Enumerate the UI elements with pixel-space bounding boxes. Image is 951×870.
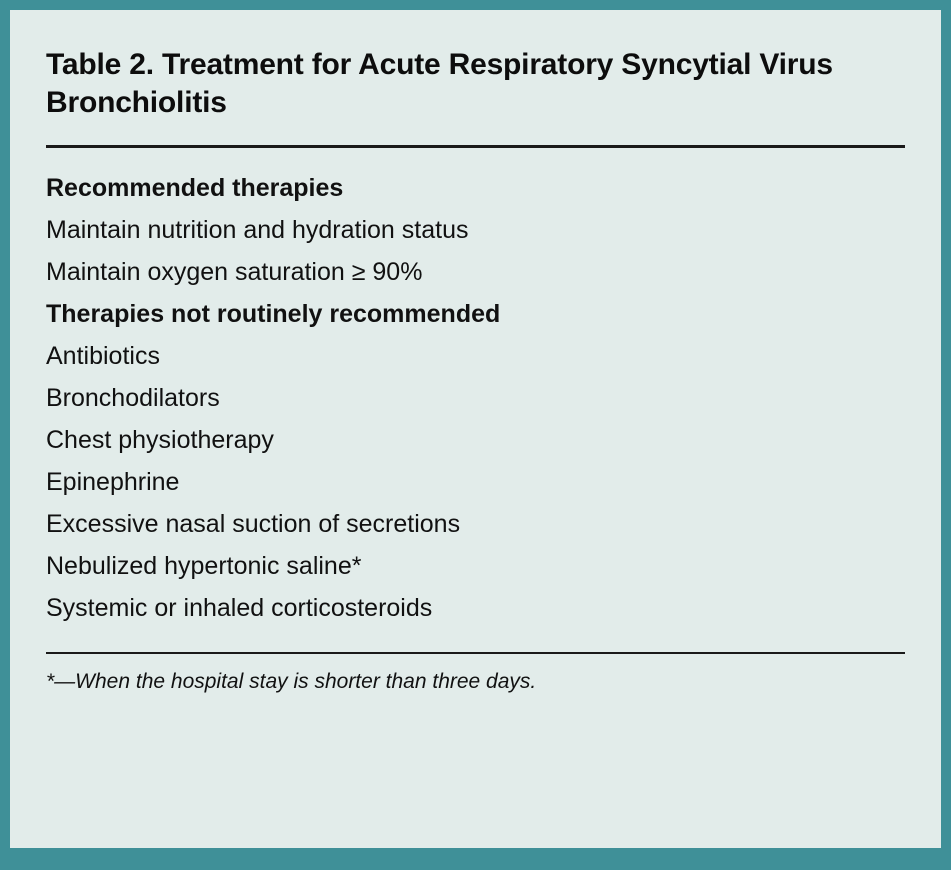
table-inner — [10, 10, 941, 848]
table-row: Systemic or inhaled corticosteroids — [46, 593, 433, 622]
table-row: Chest physiotherapy — [46, 425, 274, 454]
table-row: Epinephrine — [46, 467, 180, 496]
table-row: Therapies not routinely recommended — [46, 299, 501, 328]
table-row: Nebulized hypertonic saline* — [46, 551, 362, 580]
table-title: Table 2. Treatment for Acute Respiratory Syncytial Virus Bronchiolitis — [46, 48, 833, 120]
footnote-divider — [46, 652, 905, 654]
table-row: Antibiotics — [46, 341, 160, 370]
table-row: Bronchodilators — [46, 383, 220, 412]
table-row: Maintain nutrition and hydration status — [46, 215, 469, 244]
table-row: Excessive nasal suction of secretions — [46, 509, 461, 538]
title-divider — [46, 145, 905, 148]
table-body — [46, 168, 905, 630]
table-footnote: *—When the hospital stay is shorter than three days. — [46, 669, 537, 693]
table-row: Maintain oxygen saturation ≥ 90% — [46, 257, 423, 286]
table-row: Recommended therapies — [46, 173, 344, 202]
